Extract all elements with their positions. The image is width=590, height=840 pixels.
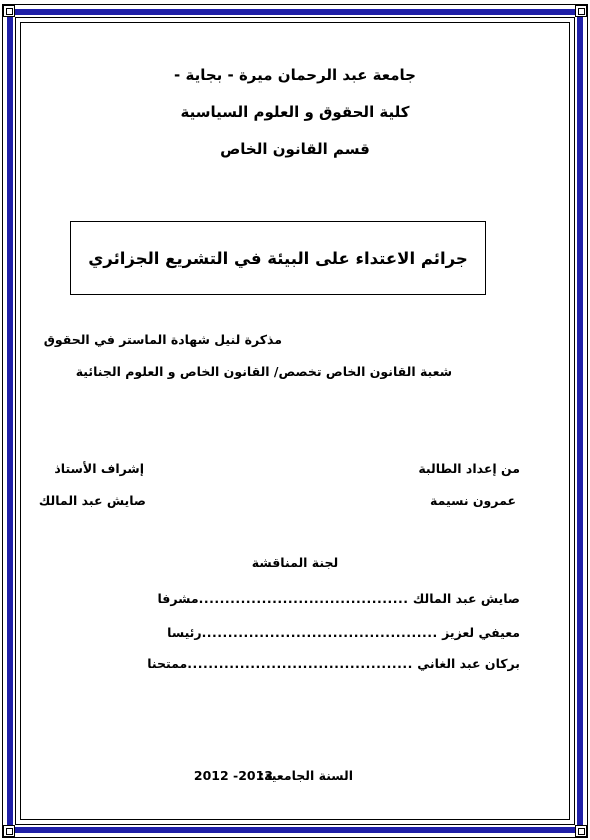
committee-row: [64, 625, 520, 640]
committee-member-name: معيفي لعزيز: [442, 625, 520, 640]
department-name: قسم القانون الخاص: [220, 140, 370, 158]
leader-dots: ...........................................: [187, 656, 413, 671]
academic-year-label: السنة الجامعية:: [259, 768, 353, 783]
committee-member-role: رئيسا: [167, 625, 202, 640]
leader-dots: ........................................: [198, 591, 409, 606]
committee-member-name: صايش عبد المالك: [412, 591, 520, 606]
corner-ornament-top-left: [3, 5, 15, 17]
committee-member-name: بركان عبد الغاني: [417, 656, 520, 671]
committee-row: [64, 591, 520, 606]
degree-line: مذكرة لنيل شهادة الماستر في الحقوق: [43, 332, 282, 347]
committee-heading: لجنة المناقشة: [251, 555, 339, 570]
faculty-name: كلية الحقوق و العلوم السياسية: [180, 103, 410, 121]
student-name: عمرون نسيمة: [430, 493, 516, 508]
committee-member-role: مشرفا: [157, 591, 199, 606]
thesis-title-box: [70, 221, 486, 295]
supervised-by-label: إشراف الأستاذ: [54, 461, 144, 476]
committee-row: [64, 656, 520, 671]
leader-dots: .............................................: [201, 625, 438, 640]
corner-ornament-top-right: [575, 5, 587, 17]
university-name: جامعة عبد الرحمان ميرة - بجاية -: [174, 66, 416, 84]
thesis-title: جرائم الاعتداء على البيئة في التشريع الجزائري: [88, 248, 468, 268]
committee-member-role: ممتحنا: [147, 656, 188, 671]
corner-ornament-bottom-left: [3, 825, 15, 837]
academic-year: 2012 -2013: [193, 768, 273, 783]
prepared-by-label: من إعداد الطالبة: [418, 461, 520, 476]
supervisor-name: صايش عبد المالك: [38, 493, 146, 508]
specialty-line: شعبة القانون الخاص تخصص/ القانون الخاص و العلوم الجنائية: [75, 364, 452, 379]
corner-ornament-bottom-right: [575, 825, 587, 837]
